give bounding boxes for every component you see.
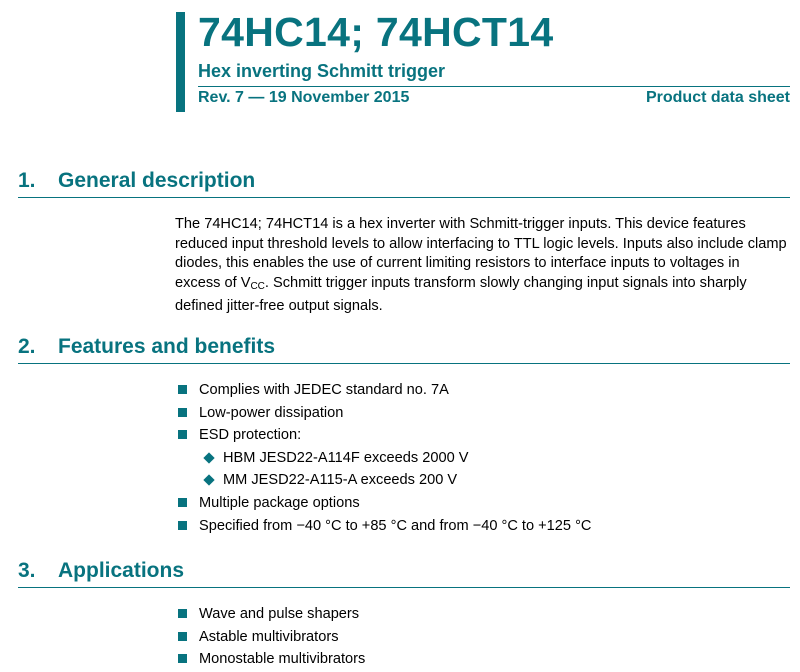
list-item (175, 515, 591, 538)
section-number: 3. (18, 559, 36, 582)
diamond-bullet-icon (203, 452, 214, 463)
section-heading-features (18, 334, 790, 364)
square-bullet-icon (178, 521, 187, 530)
section-number: 2. (18, 335, 36, 358)
list-item-text: Specified from −40 °C to +85 °C and from −40 °C to +125 °C (199, 517, 592, 534)
list-item (175, 402, 591, 425)
section-title: Features and benefits (58, 335, 276, 358)
section-title: General description (58, 169, 256, 192)
list-sub-item (175, 447, 591, 470)
applications-list (175, 603, 365, 671)
list-item-text: Multiple package options (199, 494, 360, 511)
diamond-bullet-icon (203, 475, 214, 486)
section-heading-applications (18, 558, 790, 588)
list-item (175, 424, 591, 447)
list-item-text: Complies with JEDEC standard no. 7A (199, 382, 449, 398)
document-type: Product data sheet (645, 89, 790, 106)
list-item-text: MM JESD22-A115-A exceeds 200 V (223, 472, 458, 489)
list-item (175, 492, 591, 515)
subscript-cc: CC (250, 281, 265, 293)
square-bullet-icon (178, 385, 187, 394)
paragraph-text: The 74HC14; 74HCT14 is a hex inverter with Schmitt-trigger inputs. This device features reduced input threshold levels to allow interfacing to TTL logic levels. Inputs also include clamp diodes, this enables the use of current limiting resistors to interface inputs to voltages in excess of V (175, 216, 787, 292)
square-bullet-icon (178, 408, 187, 417)
list-sub-item (175, 469, 591, 492)
document-title: 74HC14; 74HCT14 (198, 9, 554, 55)
general-description-paragraph (175, 215, 787, 317)
document-subtitle: Hex inverting Schmitt trigger (198, 61, 446, 81)
square-bullet-icon (178, 654, 187, 663)
list-item (175, 379, 591, 402)
square-bullet-icon (178, 609, 187, 618)
header-rule (198, 86, 790, 87)
square-bullet-icon (178, 632, 187, 641)
paragraph-text-cont: . Schmitt trigger inputs transform slowly changing input signals into sharply defined jitter-free output signals. (175, 275, 747, 314)
list-item (175, 603, 365, 626)
list-item (175, 626, 365, 649)
list-item-text: Astable multivibrators (199, 628, 339, 645)
features-list (175, 379, 591, 537)
list-item-text: Monostable multivibrators (199, 651, 366, 668)
list-item-text: Wave and pulse shapers (199, 606, 360, 622)
list-item-text: Low-power dissipation (199, 404, 344, 421)
square-bullet-icon (178, 430, 187, 439)
header-bar (176, 12, 185, 112)
revision-info: Rev. 7 — 19 November 2015 (198, 89, 410, 106)
list-item-text: HBM JESD22-A114F exceeds 2000 V (223, 449, 469, 466)
section-title: Applications (58, 559, 185, 582)
square-bullet-icon (178, 498, 187, 507)
section-heading-general-description (18, 168, 790, 198)
section-number: 1. (18, 169, 36, 192)
list-item (175, 648, 365, 671)
list-item-text: ESD protection: (199, 427, 302, 444)
